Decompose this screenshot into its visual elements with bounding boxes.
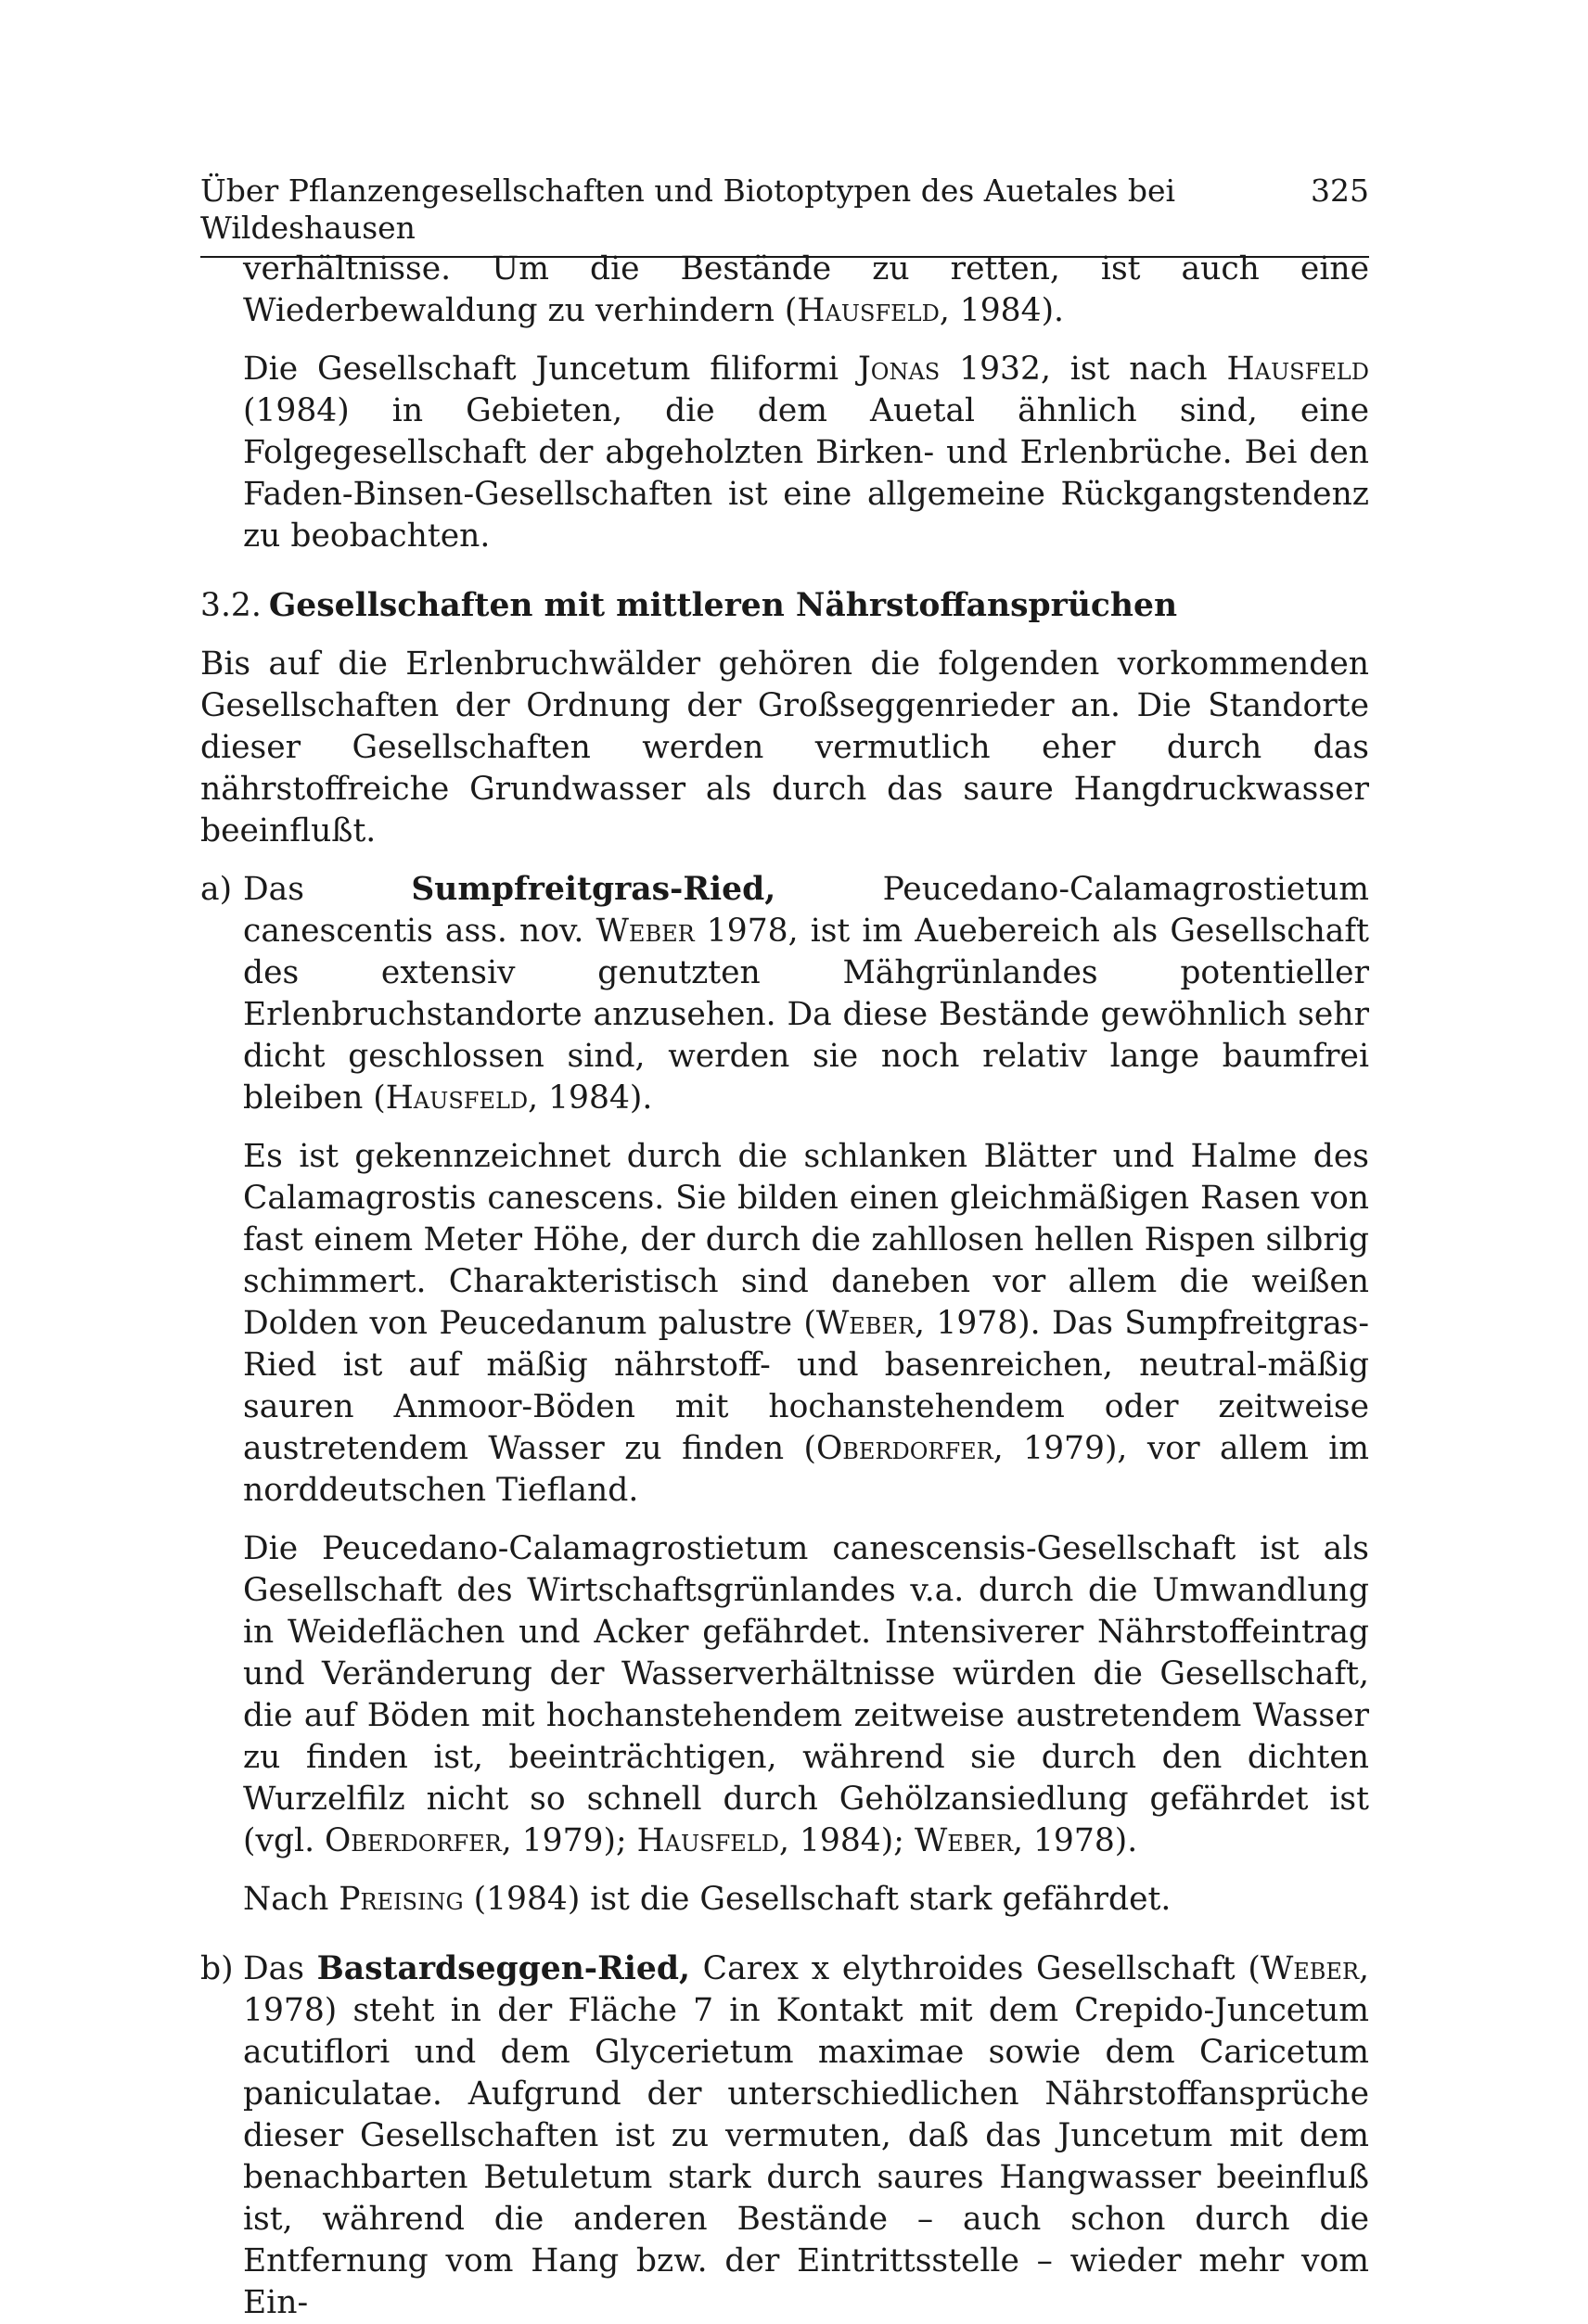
author-citation: Hausfeld [385,1079,529,1117]
text: (1984) in Gebieten, die dem Auetal ähnlich sind, eine Folgegesellschaft der abgeholzten Birken- und Erlenbrüche. Bei den Faden-Binsen-Gesellschaften ist eine allgemeine Rückgangstendenz zu beobachten. [243,392,1369,555]
list-item-text [243,1948,1369,2324]
text: , 1978) steht in der Fläche 7 in Kontakt mit dem Crepido-Juncetum acutiflori und dem Glycerietum maximae sowie dem Caricetum paniculatae. Aufgrund der unterschiedlichen Nährstoffansprüche dieser Gesellschaften ist zu vermuten, daß das Juncetum mit dem benachbarten Betuletum stark durch saures Hangwasser beeinfluß ist, während die anderen Bestände – auch schon durch die Entfernung vom Hang bzw. der Eintrittsstelle – wieder mehr vom Ein- [243,1950,1369,2321]
text: verhältnisse. Um die Bestände zu retten, ist auch eine Wiederbewaldung zu verhindern ( [243,250,1369,329]
text: , 1984). [939,292,1065,329]
text: , 1978). [1013,1822,1138,1859]
text: , 1984). [528,1079,653,1117]
text: Es ist gekennzeichnet durch die schlanken Blätter und Halme des Calamagrostis canescens. Sie bilden einen gleichmäßigen Rasen von fast einem Meter Höhe, der durch die zahllosen hellen Rispen silbrig schimmert. Charakteristisch sind daneben vor allem die weißen Dolden von Peucedanum palustre ( [243,1138,1369,1342]
author-citation: Oberdorfer [815,1430,993,1467]
text: Peucedano-Calamagrostietum canescentis ass. nov. [243,871,1370,950]
section-heading [200,585,1369,627]
text: Die Gesellschaft Juncetum filiformi [243,351,858,388]
paragraph-4 [200,1136,1369,1512]
text: Die Peucedano-Calamagrostietum canescensis-Gesellschaft ist als Gesellschaft des Wirtschaftsgrünlandes v.a. durch die Umwandlung in Weideflächen und Acker gefährdet. Intensiverer Nährstoffeintrag und Veränderung der Wasserverhältnisse würden die Gesellschaft, die auf Böden mit hochanstehendem zeitweise austretendem Wasser zu finden ist, beeinträchtigen, während sie durch den dichten Wurzelfilz nicht so schnell durch Gehölzansiedlung gefährdet ist (vgl. [243,1530,1369,1859]
section-title: Gesellschaften mit mittleren Nährstoffansprüchen [268,587,1178,624]
author-citation: Hausfeld [1226,351,1369,388]
paragraph-5 [200,1528,1369,1862]
text: 1978, ist im Auebereich als Gesellschaft des extensiv genutzten Mähgrünlandes potentieller Erlenbruchstandorte anzusehen. Da diese Bestände gewöhnlich sehr dicht geschlossen sind, werden sie noch relativ lange baumfrei bleiben ( [243,913,1369,1117]
list-marker: b) [200,1950,234,1987]
text: 1932, ist nach [940,351,1227,388]
text: (1984) ist die Gesellschaft stark gefährdet. [463,1881,1172,1918]
text: , 1984); [779,1822,915,1859]
running-head-title: Über Pflanzengesellschaften und Biotoptypen des Auetales bei Wildeshausen [200,172,1176,246]
author-citation: Hausfeld [797,292,940,329]
paragraph-1 [200,249,1369,332]
list-item-b [200,1948,1369,2324]
text: Nach [243,1881,339,1918]
page-number: 325 [1311,172,1369,209]
list-marker: a) [200,871,233,908]
community-name: Bastardseggen-Ried, [316,1950,690,1987]
author-citation: Hausfeld [636,1822,780,1859]
running-head [200,172,1369,258]
author-citation: Weber [815,1305,916,1342]
author-citation: Jonas [857,351,941,388]
text: , 1979); [501,1822,637,1859]
body-text [200,249,1369,2324]
text: Das [243,871,412,908]
paragraph-2 [200,349,1369,557]
text: , 1978). Das Sumpfreitgras-Ried ist auf mäßig nährstoff- und basenreichen, neutral-mäßig sauren Anmoor-Böden mit hochanstehendem oder zeitweise austretendem Wasser zu finden ( [243,1305,1370,1467]
text: Das [243,1950,317,1987]
paragraph-3: Bis auf die Erlenbruchwälder gehören die folgenden vorkommenden Gesellschaften der Ordnung der Großseggenrieder an. Die Standorte dieser Gesellschaften werden vermutlich eher durch das nährstoffreiche Grundwasser als durch das saure Hangdruckwasser beeinflußt. [200,645,1369,849]
text: Carex x elythroides Gesellschaft ( [690,1950,1261,1987]
author-citation: Weber [596,913,695,950]
list-item-a [200,869,1369,1119]
author-citation: Weber [914,1822,1014,1859]
author-citation: Preising [339,1881,464,1918]
author-citation: Oberdorfer [325,1822,502,1859]
community-name: Sumpfreitgras-Ried, [411,871,776,908]
paragraph-6 [200,1879,1369,1921]
text: , 1979), vor allem im norddeutschen Tiefland. [243,1430,1369,1509]
author-citation: Weber [1260,1950,1360,1987]
section-number: 3.2. [200,587,262,624]
list-item-text [243,869,1369,1119]
